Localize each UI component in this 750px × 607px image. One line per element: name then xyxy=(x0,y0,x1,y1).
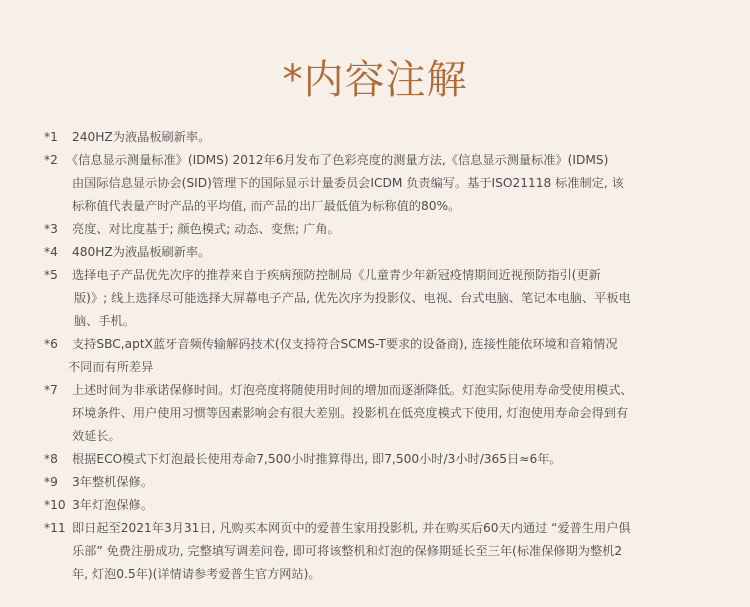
note-text: 3年灯泡保修。 xyxy=(72,498,153,512)
note-text: 上述时间为非承诺保修时间。灯泡亮度将随使用时间的增加而逐渐降低。灯泡实际使用寿命受使用模式、 xyxy=(72,383,633,397)
note-4 xyxy=(44,241,716,264)
note-number: *11 xyxy=(44,521,66,535)
note-number: *8 xyxy=(44,452,58,466)
note-text: 《信息显示测量标准》(IDMS) 2012年6月发布了色彩亮度的测量方法,《信息显示测量标准》(IDMS) xyxy=(66,153,609,167)
note-2 xyxy=(44,149,716,218)
note-text: 240HZ为液晶板刷新率。 xyxy=(72,130,211,144)
note-number: *2 xyxy=(44,153,58,167)
note-text: 脑、手机。 xyxy=(74,314,135,328)
note-text: 乐部” 免费注册成功, 完整填写调差问卷, 即可将该整机和灯泡的保修期延长至三年(标准保修期为整机2 xyxy=(72,544,623,558)
note-text: 年, 灯泡0.5年)(详情请参考爱普生官方网站)。 xyxy=(72,567,321,581)
note-number: *7 xyxy=(44,383,58,397)
page-title: *内容注解 xyxy=(282,57,468,103)
note-text: 不同而有所差异 xyxy=(68,360,154,374)
note-1 xyxy=(44,126,716,149)
note-6 xyxy=(44,333,716,379)
note-8 xyxy=(44,448,716,471)
note-9 xyxy=(44,471,716,494)
note-text: 根据ECO模式下灯泡最长使用寿命7,500小时推算得出, 即7,500小时/3小时/365日≈6年。 xyxy=(72,452,562,466)
note-text: 3年整机保修。 xyxy=(72,475,153,489)
note-number: *3 xyxy=(44,222,58,236)
note-3 xyxy=(44,218,716,241)
note-text: 效延长。 xyxy=(72,429,121,443)
note-text: 480HZ为液晶板刷新率。 xyxy=(72,245,211,259)
note-number: *1 xyxy=(44,130,58,144)
note-10 xyxy=(44,494,716,517)
note-number: *10 xyxy=(44,498,66,512)
note-number: *6 xyxy=(44,337,58,351)
note-5 xyxy=(44,264,716,333)
note-text: 标称值代表量产时产品的平均值, 而产品的出厂最低值为标称值的80%。 xyxy=(72,199,461,213)
note-text: 亮度、对比度基于; 颜色模式; 动态、变焦; 广角。 xyxy=(72,222,340,236)
note-text: 由国际信息显示协会(SID)管理下的国际显示计量委员会ICDM 负责编写。基于ISO21118 标准制定, 该 xyxy=(72,176,624,190)
note-number: *5 xyxy=(44,268,58,282)
note-text: 支持SBC,aptX蓝牙音频传输解码技术(仅支持符合SCMS-T要求的设备商), 连接性能依环境和音箱情况 xyxy=(72,337,618,351)
note-11 xyxy=(44,517,716,586)
note-7 xyxy=(44,379,716,448)
note-text: 版)》; 线上选择尽可能选择大屏幕电子产品, 优先次序为投影仪、电视、台式电脑、笔记本电脑、平板电 xyxy=(74,291,631,305)
note-text: 环境条件、用户使用习惯等因素影响会有很大差别。投影机在低亮度模式下使用, 灯泡使用寿命会得到有 xyxy=(72,406,629,420)
note-text: 即日起至2021年3月31日, 凡购买本网页中的爱普生家用投影机, 并在购买后60天内通过 “爱普生用户俱 xyxy=(72,521,631,535)
note-number: *9 xyxy=(44,475,58,489)
note-number: *4 xyxy=(44,245,58,259)
notes-list xyxy=(44,126,716,586)
note-text: 选择电子产品优先次序的推荐来自于疾病预防控制局《儿童青少年新冠疫情期间近视预防指引(更新 xyxy=(72,268,601,282)
